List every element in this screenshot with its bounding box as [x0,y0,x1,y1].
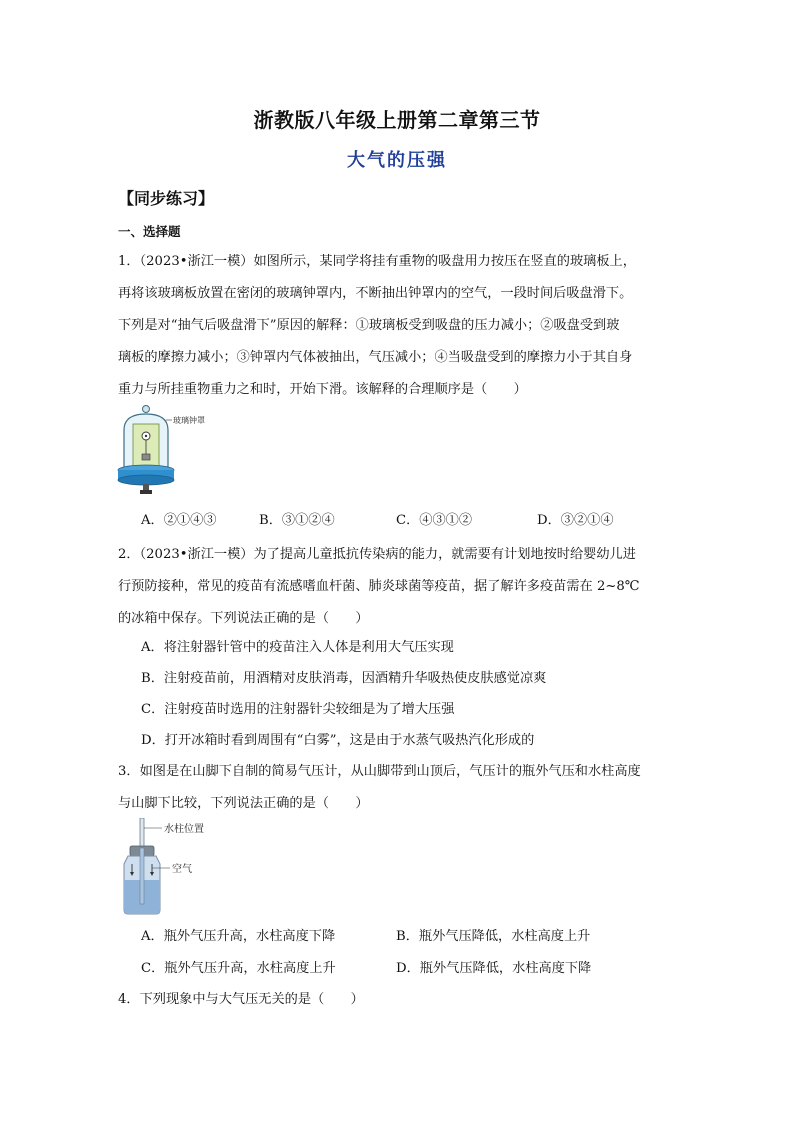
q1-option-c[interactable]: C．④③①② [396,513,473,528]
q1-line: 重力与所挂重物重力之和时，开始下滑。该解释的合理顺序是（ ） [118,382,527,397]
q3-line: 3．如图是在山脚下自制的简易气压计，从山脚带到山顶后，气压计的瓶外气压和水柱高度 [118,764,641,779]
q3-line: 与山脚下比较，下列说法正确的是（ ） [118,796,369,811]
q1-option-b[interactable]: B．③①②④ [259,513,335,528]
document-title: 浙教版八年级上册第二章第三节 [253,108,541,132]
q2-option-a[interactable]: A．将注射器针管中的疫苗注入人体是利用大气压实现 [141,640,454,655]
q3-option-a[interactable]: A．瓶外气压升高，水柱高度下降 [141,929,336,944]
q3-option-d[interactable]: D．瓶外气压降低，水柱高度下降 [396,961,592,976]
q3-option-c[interactable]: C．瓶外气压升高，水柱高度上升 [141,961,336,976]
q2-option-c[interactable]: C．注射疫苗时选用的注射器针尖较细是为了增大压强 [141,702,455,717]
q1-line: 璃板的摩擦力减小；③钟罩内气体被抽出，气压减小；④当吸盘受到的摩擦力小于其自身 [118,350,633,365]
barometer-figure [118,818,228,916]
q2-line: 的冰箱中保存。下列说法正确的是（ ） [118,611,369,626]
q1-line: 再将该玻璃板放置在密闭的玻璃钟罩内，不断抽出钟罩内的空气，一段时间后吸盘滑下。 [118,286,633,301]
document-subtitle: 大气的压强 [347,150,447,171]
q1-line: 1．（2023•浙江一模）如图所示，某同学将挂有重物的吸盘用力按压在竖直的玻璃板上， [118,254,636,269]
q2-option-b[interactable]: B．注射疫苗前，用酒精对皮肤消毒，因酒精升华吸热使皮肤感觉凉爽 [141,671,547,686]
bell-jar-figure [116,404,226,496]
q1-line: 下列是对“抽气后吸盘滑下”原因的解释：①玻璃板受到吸盘的压力减小；②吸盘受到玻 [118,318,620,333]
section-heading: 【同步练习】 [118,189,215,208]
q3-option-b[interactable]: B．瓶外气压降低，水柱高度上升 [396,929,591,944]
q2-option-d[interactable]: D．打开冰箱时看到周围有“白雾”，这是由于水蒸气吸热汽化形成的 [141,733,535,748]
q1-option-a[interactable]: A．②①④③ [141,513,217,528]
air-label: 空气 [172,864,192,875]
q2-line: 行预防接种，常见的疫苗有流感嗜血杆菌、肺炎球菌等疫苗，据了解许多疫苗需在 2~8℃ [118,579,640,594]
q1-option-d[interactable]: D．③②①④ [537,513,614,528]
q4-line: 4．下列现象中与大气压无关的是（ ） [118,992,364,1007]
part-heading: 一、选择题 [118,224,181,239]
q2-line: 2．（2023•浙江一模）为了提高儿童抵抗传染病的能力，就需要有计划地按时给婴幼儿进 [118,547,636,562]
water-column-label: 水柱位置 [164,824,204,835]
bell-jar-label: 玻璃钟罩 [173,416,205,425]
